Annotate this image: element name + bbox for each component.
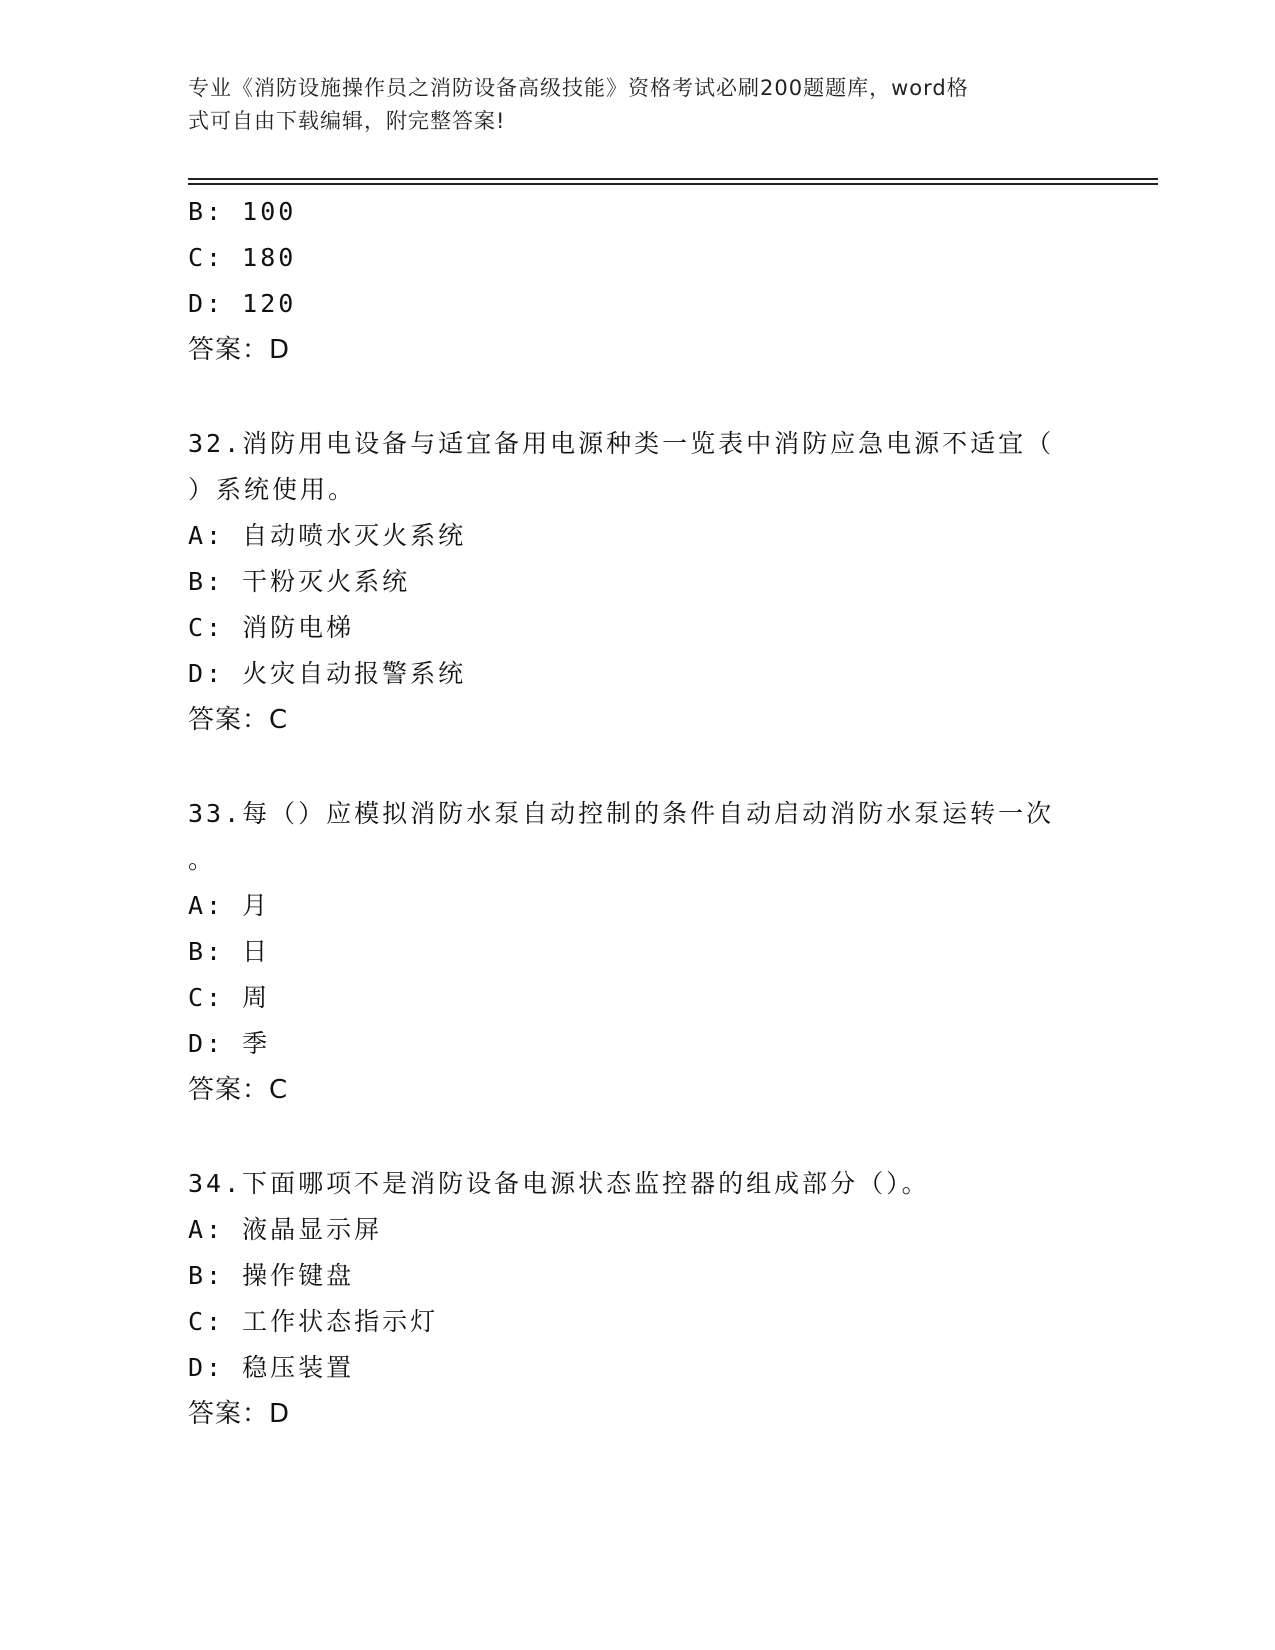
- header-line-2: 式可自由下载编辑，附完整答案!: [188, 109, 506, 133]
- question-stem-line-1: 34.下面哪项不是消防设备电源状态监控器的组成部分（）。: [188, 1169, 930, 1198]
- question-34: [188, 1161, 1088, 1437]
- option-d: D: 季: [188, 1029, 271, 1058]
- answer-line: 答案：C: [188, 705, 289, 735]
- question-32: [188, 421, 1088, 743]
- option-b: B: 日: [188, 937, 271, 966]
- page-header: [188, 72, 1068, 138]
- header-divider-bottom: [188, 183, 1158, 185]
- option-d: D: 120: [188, 289, 297, 318]
- option-c: C: 消防电梯: [188, 613, 355, 642]
- option-c: C: 工作状态指示灯: [188, 1307, 439, 1336]
- question-spacer: [188, 1113, 1088, 1161]
- option-a: A: 月: [188, 891, 271, 920]
- question-stem-line-1: 33.每（）应模拟消防水泵自动控制的条件自动启动消防水泵运转一次: [188, 799, 1055, 828]
- question-31: [188, 189, 1088, 373]
- option-c: C: 180: [188, 243, 297, 272]
- question-stem-line-2: 。: [188, 845, 217, 874]
- option-b: B: 100: [188, 197, 297, 226]
- option-d: D: 火灾自动报警系统: [188, 659, 467, 688]
- option-b: B: 干粉灭火系统: [188, 567, 411, 596]
- option-a: A: 液晶显示屏: [188, 1215, 383, 1244]
- option-b: B: 操作键盘: [188, 1261, 355, 1290]
- answer-line: 答案：D: [188, 335, 291, 365]
- question-stem-line-2: ）系统使用。: [188, 475, 357, 504]
- question-stem-line-1: 32.消防用电设备与适宜备用电源种类一览表中消防应急电源不适宜（: [188, 429, 1055, 458]
- header-divider-top: [188, 178, 1158, 180]
- option-c: C: 周: [188, 983, 271, 1012]
- question-spacer: [188, 743, 1088, 791]
- question-33: [188, 791, 1088, 1113]
- answer-line: 答案：C: [188, 1075, 289, 1105]
- answer-line: 答案：D: [188, 1399, 291, 1429]
- question-list: [188, 189, 1088, 1437]
- question-spacer: [188, 373, 1088, 421]
- header-line-1: 专业《消防设施操作员之消防设备高级技能》资格考试必刷200题题库，word格: [188, 76, 969, 100]
- option-d: D: 稳压装置: [188, 1353, 355, 1382]
- option-a: A: 自动喷水灭火系统: [188, 521, 467, 550]
